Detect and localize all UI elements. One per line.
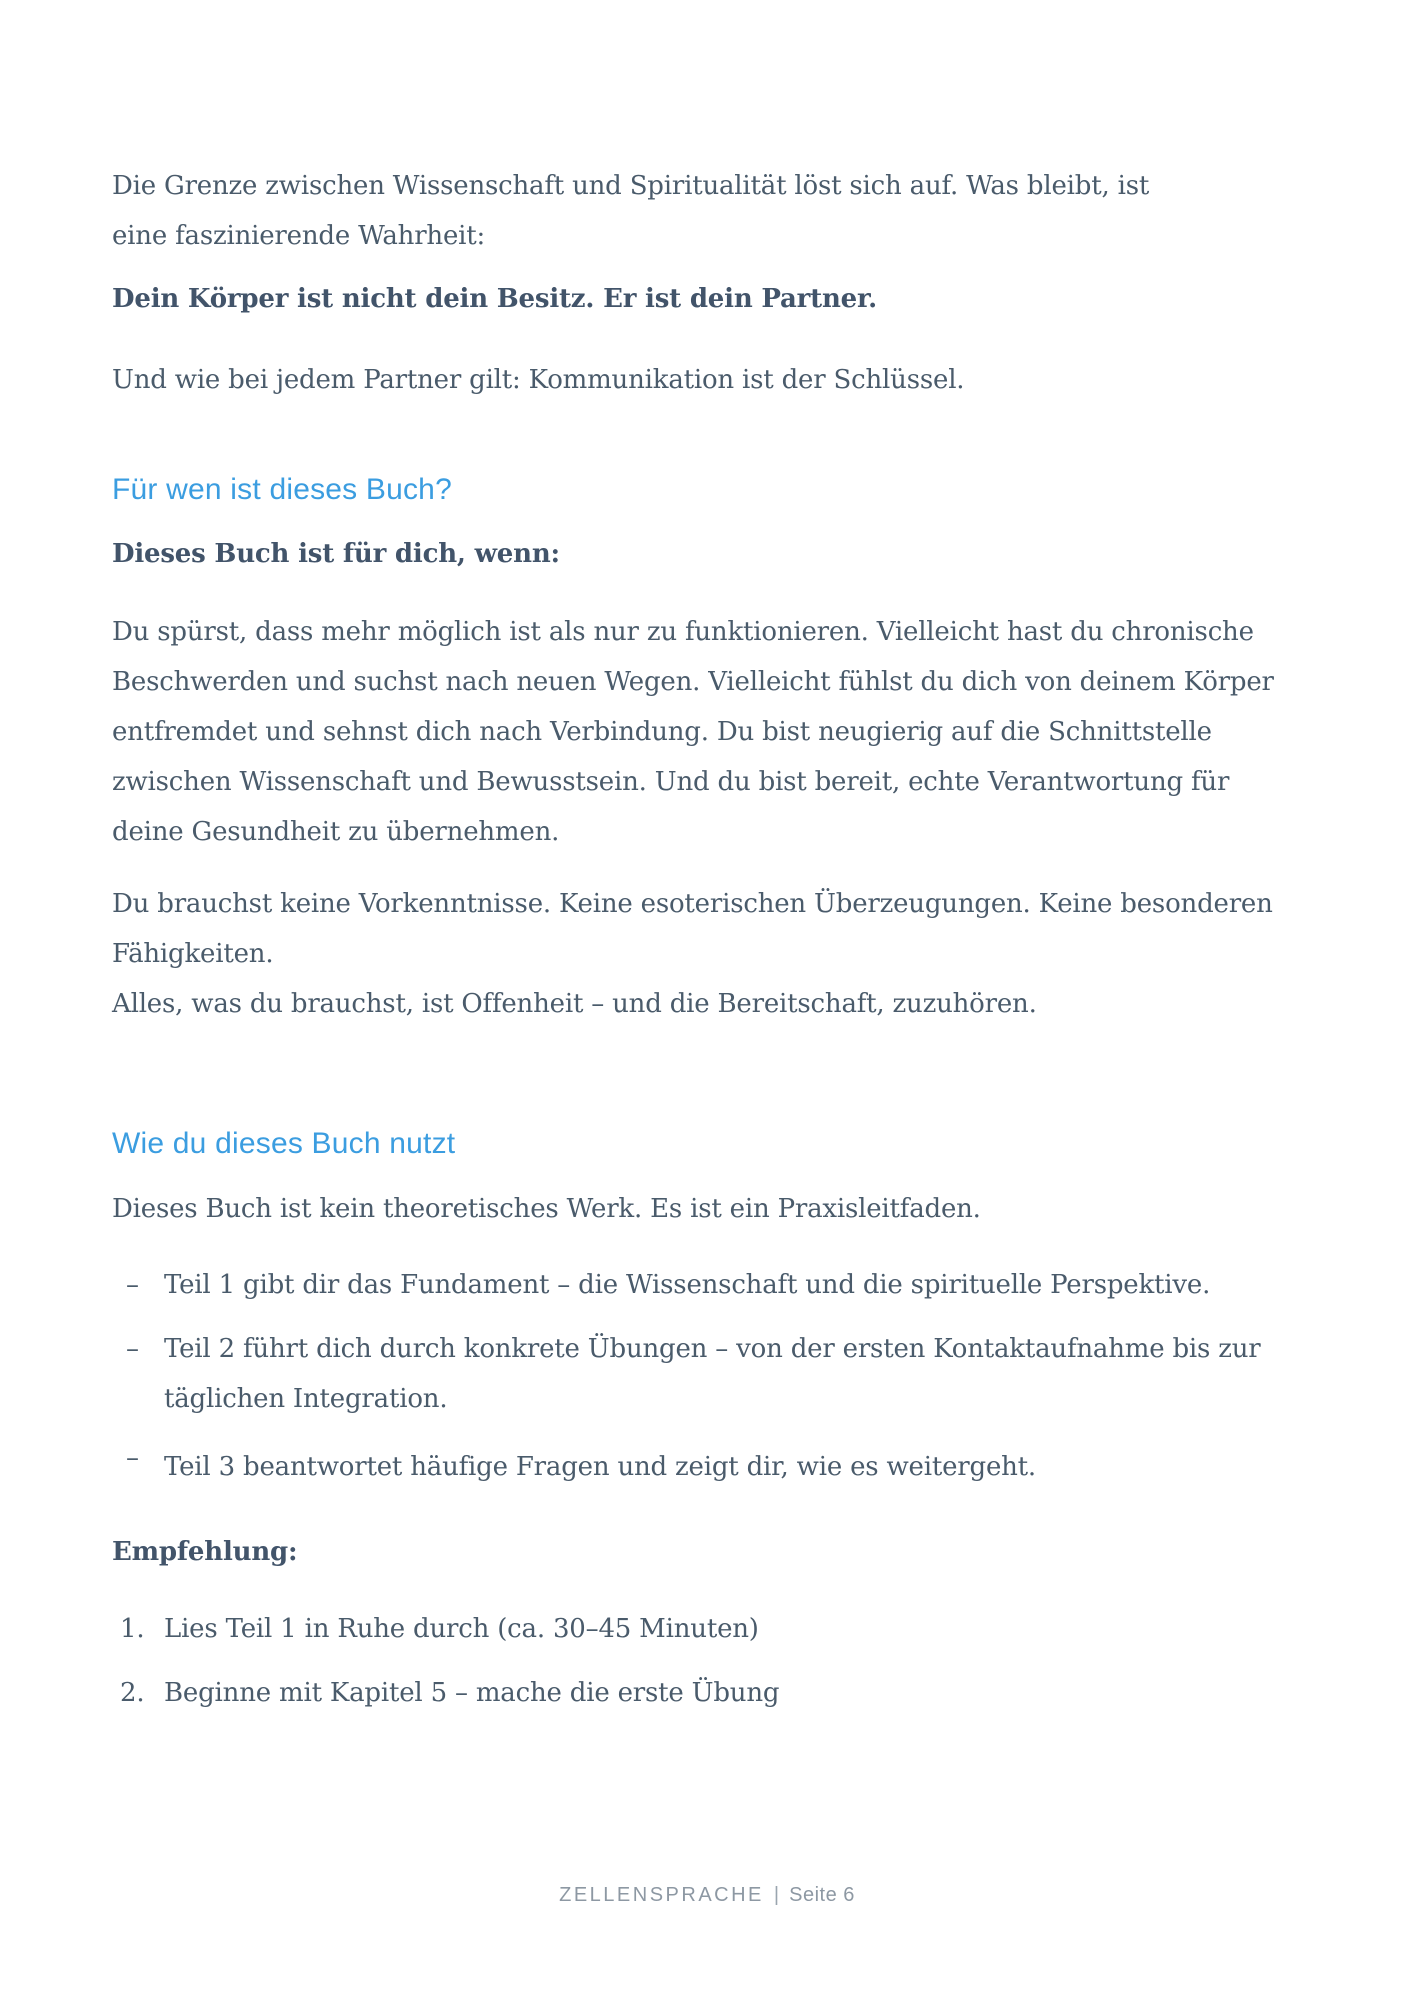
numbered-item-text: Lies Teil 1 in Ruhe durch (ca. 30–45 Minuten) bbox=[164, 1614, 759, 1644]
bullet-dash-marker: – bbox=[126, 1443, 139, 1473]
list-item-text: Teil 2 führt dich durch konkrete Übungen – von der ersten Kontaktaufnahme bis zur täglichen Integration. bbox=[164, 1334, 1261, 1414]
bullet-dash-marker: – bbox=[126, 1334, 139, 1364]
footer-separator: | bbox=[773, 1884, 780, 1906]
step-number: 1. bbox=[120, 1614, 145, 1644]
footer-page-number: Seite 6 bbox=[789, 1884, 855, 1906]
intro-paragraph: Die Grenze zwischen Wissenschaft und Spiritualität löst sich auf. Was bleibt, ist eine faszinierende Wahrheit: bbox=[112, 171, 1150, 251]
section-heading-for-whom: Für wen ist dieses Buch? bbox=[112, 473, 452, 506]
no-prerequisites-paragraph: Du brauchst keine Vorkenntnisse. Keine esoterischen Überzeugungen. Keine besonderen Fähigkeiten. Alles, was du brauchst, ist Offenheit – und die Bereitschaft, zuzuhören. bbox=[112, 889, 1273, 1019]
intro-followup-paragraph: Und wie bei jedem Partner gilt: Kommunikation ist der Schlüssel. bbox=[112, 365, 965, 395]
numbered-list-item bbox=[112, 1668, 1352, 1718]
list-item bbox=[112, 1442, 1352, 1492]
footer-brand: ZELLENSPRACHE bbox=[559, 1884, 764, 1906]
parts-bullet-list bbox=[112, 1260, 1352, 1492]
bullet-dash-marker: – bbox=[126, 1270, 139, 1300]
recommendation-label: Empfehlung: bbox=[112, 1537, 298, 1567]
lead-sentence-bold: Dieses Buch ist für dich, wenn: bbox=[112, 539, 560, 569]
page-content bbox=[112, 0, 1352, 1718]
numbered-list-item bbox=[112, 1604, 1352, 1654]
recommendation-steps bbox=[112, 1604, 1352, 1718]
list-item-text: Teil 1 gibt dir das Fundament – die Wissenschaft und die spirituelle Perspektive. bbox=[164, 1270, 1211, 1300]
for-whom-paragraph: Du spürst, dass mehr möglich ist als nur zu funktionieren. Vielleicht hast du chronische Beschwerden und suchst nach neuen Wegen. Vielleicht fühlst du dich von deinem Körper entfremdet und sehnst dich nach Verbindung. Du bist neugierig auf die Schnittstelle zwischen Wissenschaft und Bewusstsein. Und du bist bereit, echte Verantwortung für deine Gesundheit zu übernehmen. bbox=[112, 617, 1274, 847]
bold-statement: Dein Körper ist nicht dein Besitz. Er ist dein Partner. bbox=[112, 284, 877, 314]
step-number: 2. bbox=[120, 1678, 145, 1708]
practice-guide-paragraph: Dieses Buch ist kein theoretisches Werk. Es ist ein Praxisleitfaden. bbox=[112, 1194, 981, 1224]
page-footer bbox=[0, 1884, 1414, 1907]
list-item-text: Teil 3 beantwortet häufige Fragen und zeigt dir, wie es weitergeht. bbox=[164, 1452, 1036, 1482]
section-heading-how-to-use: Wie du dieses Buch nutzt bbox=[112, 1127, 456, 1160]
numbered-item-text: Beginne mit Kapitel 5 – mache die erste Übung bbox=[164, 1678, 780, 1708]
list-item bbox=[112, 1260, 1352, 1310]
list-item bbox=[112, 1324, 1352, 1424]
